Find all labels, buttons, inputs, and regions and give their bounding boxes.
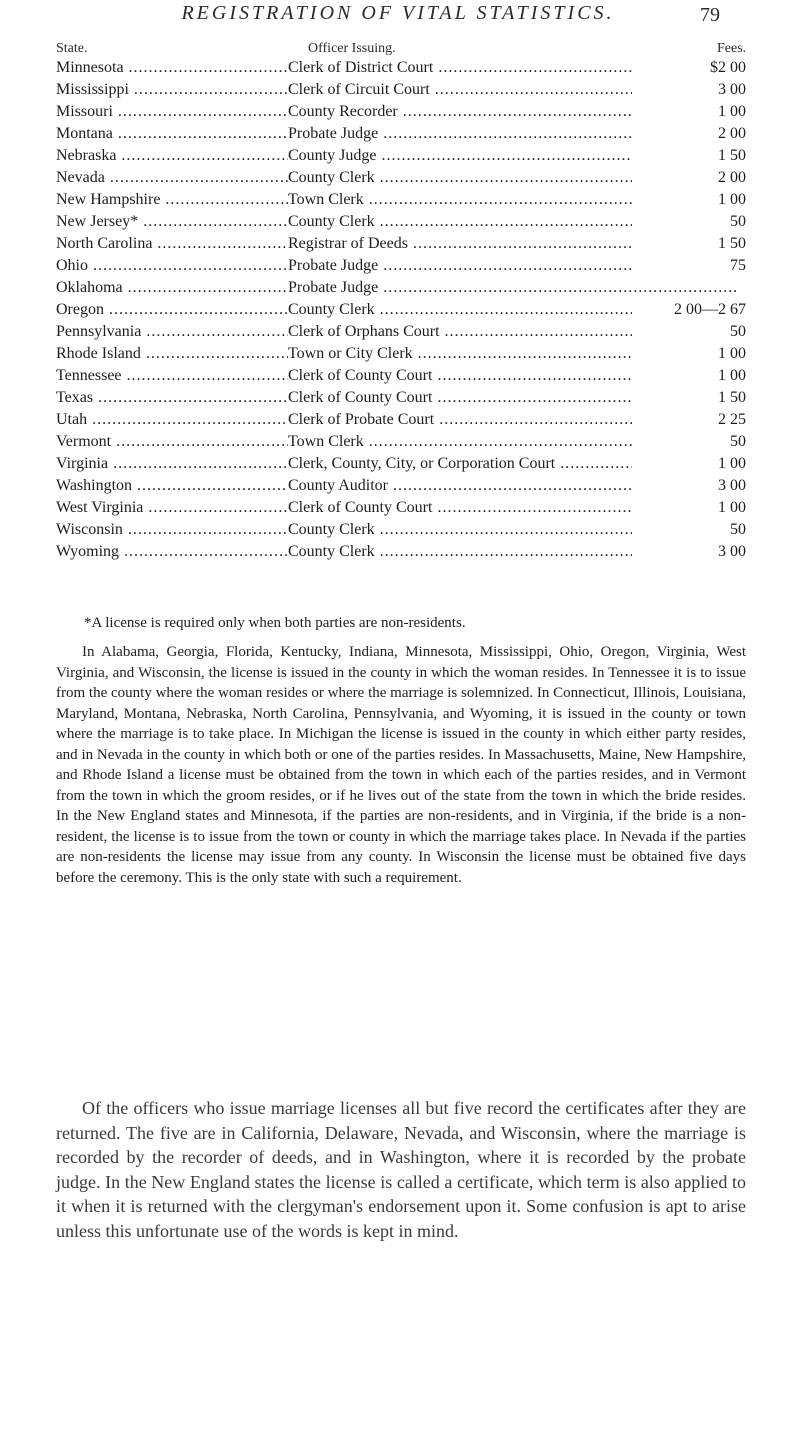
officer-cell: Town or City Clerk ..... [288,343,736,365]
table-row [56,211,746,233]
page-number: 79 [700,4,720,26]
state-cell: Rhode Island ..... [56,343,288,365]
officer-cell: Clerk of County Court ..... [288,365,736,387]
officer-cell: County Clerk ..... [288,167,736,189]
table-row [56,321,746,343]
state-cell: Vermont ..... [56,431,288,453]
table-row [56,57,746,79]
officer-cell: Clerk of Probate Court ..... [288,409,736,431]
fee-cell: 3 00 [632,541,746,563]
table-row [56,453,746,475]
fee-cell: 2 25 [632,409,746,431]
fee-cell: 1 00 [632,189,746,211]
state-cell: Oregon ..... [56,299,288,321]
officer-cell: County Auditor ..... [288,475,736,497]
state-cell: New Hampshire ..... [56,189,288,211]
table-row [56,387,746,409]
officer-cell: Probate Judge ..... [288,123,736,145]
officer-cell: Probate Judge ..... [288,255,736,277]
officer-cell: Clerk, County, City, or Corporation Court ..... [288,453,736,475]
paragraph-license-issuance: In Alabama, Georgia, Florida, Kentucky, Indiana, Minnesota, Mississippi, Ohio, Oregon, Virginia, West Virginia, and Wisconsin, the license is issued in the county in which the woman resides. In Tennessee it is to issue from the county where the woman resides or where the marriage is solemnized. In Connecticut, Illinois, Louisiana, Maryland, Montana, Nebraska, North Carolina, Pennsylvania, and Wyoming, it is issued in the county or town where the marriage is to take place. In Michigan the license is issued in the county in which either party resides, and in Nevada in the county in which both or one of the parties resides. In Massachusetts, Maine, New Hampshire, and Rhode Island a license must be obtained from the town in which each of the parties resides, and in Vermont from the town in which the groom resides, or if he lives out of the state from the town in which the bride resides. In the New England states and Minnesota, if the parties are non-residents, and in Virginia, if the bride is a non-resident, the license is to issue from the town or county in which the marriage takes place. In Nevada if the parties are non-residents the license may issue from any county. In Wisconsin the license must be obtained five days before the ceremony. This is the only state with such a requirement. [56,644,746,886]
table-row [56,277,746,299]
fee-cell: 2 00 [632,167,746,189]
fee-cell: 1 50 [632,145,746,167]
fee-cell: 50 [632,431,746,453]
paragraph-certificates: Of the officers who issue marriage licenses all but five record the certificates after they are returned. The five are in California, Delaware, Nevada, and Wisconsin, where the marriage is recorded by the recorder of deeds, and in Washington, where it is recorded by the probate judge. In the New England states the license is called a certificate, which term is also applied to it when it is returned with the clergyman's endorsement upon it. Some confusion is apt to arise unless this unfortunate use of the words is kept in mind. [56,1098,746,1241]
officer-cell: Probate Judge ..... [288,277,736,299]
state-cell: Missouri ..... [56,101,288,123]
officer-cell: County Clerk ..... [288,299,736,321]
state-cell: Ohio ..... [56,255,288,277]
fee-cell: 1 50 [632,233,746,255]
state-cell: West Virginia ..... [56,497,288,519]
fee-cell: 2 00 [632,123,746,145]
table-row [56,541,746,563]
column-header-state: State. [56,41,88,56]
state-cell: Wyoming ..... [56,541,288,563]
fee-cell: 2 00—2 67 [632,299,746,321]
state-cell: Mississippi ..... [56,79,288,101]
state-cell: Washington ..... [56,475,288,497]
table-row [56,167,746,189]
fee-cell: 1 00 [632,343,746,365]
state-cell: Texas ..... [56,387,288,409]
table-row [56,145,746,167]
table-row [56,123,746,145]
officer-cell: County Judge ..... [288,145,736,167]
fee-cell: 50 [632,519,746,541]
table-row [56,189,746,211]
state-cell: Tennessee ..... [56,365,288,387]
officer-cell: Clerk of District Court ..... [288,57,736,79]
state-cell: Wisconsin ..... [56,519,288,541]
state-cell: Montana ..... [56,123,288,145]
officer-cell: Clerk of County Court ..... [288,387,736,409]
officer-cell: Town Clerk ..... [288,189,736,211]
column-header-fees: Fees. [717,41,747,56]
running-head: REGISTRATION OF VITAL STATISTICS. [181,2,615,24]
table-row [56,101,746,123]
state-cell: North Carolina ..... [56,233,288,255]
table-row [56,519,746,541]
table-row [56,409,746,431]
table-row [56,255,746,277]
state-cell: New Jersey* ..... [56,211,288,233]
state-cell: Virginia ..... [56,453,288,475]
fee-cell: 1 50 [632,387,746,409]
fee-cell: 1 00 [632,453,746,475]
table-row [56,343,746,365]
state-cell: Nebraska ..... [56,145,288,167]
fee-cell: 1 00 [632,101,746,123]
fee-cell: 1 00 [632,497,746,519]
fee-cell: 75 [632,255,746,277]
table-row [56,79,746,101]
marriage-license-fee-table [56,57,746,563]
table-row [56,365,746,387]
fee-cell: 3 00 [632,475,746,497]
state-cell: Pennsylvania ..... [56,321,288,343]
officer-cell: Clerk of County Court ..... [288,497,736,519]
column-header-officer: Officer Issuing. [308,41,396,56]
officer-cell: Clerk of Circuit Court ..... [288,79,736,101]
state-cell: Utah ..... [56,409,288,431]
state-cell: Oklahoma ..... [56,277,288,299]
officer-cell: County Recorder ..... [288,101,736,123]
table-row [56,233,746,255]
officer-cell: Registrar of Deeds ..... [288,233,736,255]
officer-cell: Clerk of Orphans Court ..... [288,321,736,343]
footnote: *A license is required only when both parties are non-residents. [84,615,466,631]
fee-cell: 50 [632,321,746,343]
officer-cell: County Clerk ..... [288,519,736,541]
fee-cell: 3 00 [632,79,746,101]
officer-cell: County Clerk ..... [288,541,736,563]
fee-cell: $2 00 [632,57,746,79]
table-row [56,299,746,321]
officer-cell: County Clerk ..... [288,211,736,233]
fee-cell: 50 [632,211,746,233]
state-cell: Nevada ..... [56,167,288,189]
table-row [56,497,746,519]
state-cell: Minnesota ..... [56,57,288,79]
fee-cell: 1 00 [632,365,746,387]
table-row [56,431,746,453]
table-row [56,475,746,497]
officer-cell: Town Clerk ..... [288,431,736,453]
